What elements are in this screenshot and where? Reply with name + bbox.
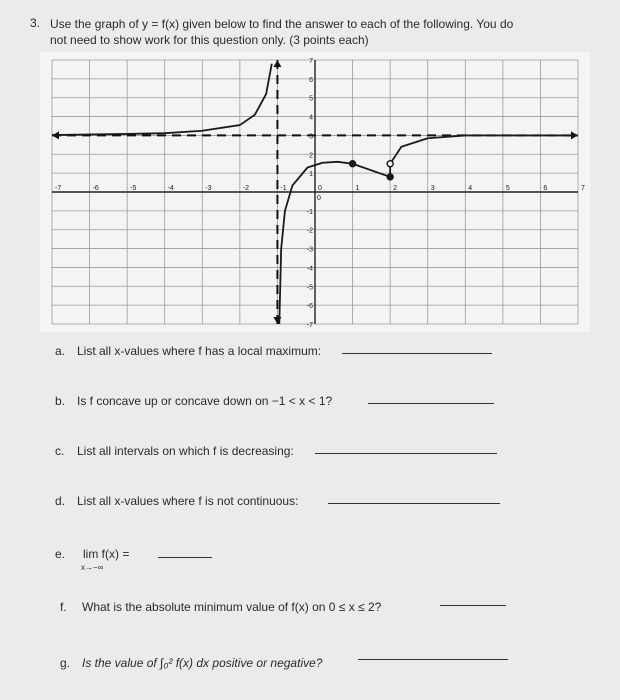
closed-point [387, 174, 393, 180]
part-a [55, 344, 321, 358]
part-b [55, 394, 332, 408]
x-tick-label: 6 [543, 185, 548, 192]
part-a-answer-blank[interactable] [342, 353, 492, 354]
y-tick-label: 7 [309, 58, 313, 65]
x-tick-label: -6 [92, 185, 99, 192]
y-tick-label: -3 [306, 246, 313, 254]
part-c-text: List all intervals on which f is decreasing: [77, 444, 294, 458]
part-c-label: c. [55, 444, 65, 458]
x-tick-label: -7 [55, 185, 62, 192]
instructions-line-2: not need to show work for this question only. (3 points each) [50, 33, 369, 47]
y-tick-label: -1 [306, 208, 313, 216]
x-tick-label: 1 [355, 185, 360, 192]
part-a-label: a. [55, 344, 66, 358]
y-tick-label: -5 [306, 284, 313, 292]
part-b-text: Is f concave up or concave down on −1 < x < 1? [77, 394, 333, 408]
part-c-answer-blank[interactable] [315, 453, 497, 454]
y-tick-label: 3 [309, 133, 313, 141]
open-point [387, 161, 393, 167]
question-number: 3. [30, 16, 41, 30]
part-c [55, 444, 294, 458]
x-tick-label: 2 [393, 185, 398, 192]
x-tick-label: 4 [468, 185, 473, 192]
part-e-text: lim f(x) = [83, 547, 130, 561]
part-g-label: g. [60, 656, 71, 670]
part-e-limit-subscript: x→−∞ [81, 563, 104, 572]
part-g-text: Is the value of ∫₀² f(x) dx positive or negative? [82, 656, 323, 670]
y-tick-label: 1 [309, 171, 313, 179]
x-tick-label: -5 [130, 185, 137, 192]
question-instructions [50, 16, 570, 48]
part-b-answer-blank[interactable] [368, 403, 494, 404]
part-g [60, 656, 322, 670]
part-e-label: e. [55, 547, 66, 561]
closed-point [350, 161, 356, 167]
y-tick-label: -7 [306, 322, 313, 329]
y-tick-label: 5 [309, 95, 313, 103]
part-e [55, 547, 130, 572]
part-f [60, 600, 381, 614]
part-d-label: d. [55, 494, 66, 508]
part-d [55, 494, 298, 508]
instructions-line-1: Use the graph of y = f(x) given below to find the answer to each of the following. You do [50, 17, 514, 31]
x-tick-label: -3 [205, 185, 212, 192]
part-e-answer-blank[interactable] [158, 557, 212, 558]
part-d-answer-blank[interactable] [328, 503, 500, 504]
part-f-label: f. [60, 600, 67, 614]
x-tick-label: 3 [430, 185, 435, 192]
x-tick-label: -2 [242, 185, 250, 192]
function-graph [40, 52, 590, 332]
x-tick-label: -1 [280, 185, 287, 192]
part-a-text: List all x-values where f has a local maximum: [77, 344, 322, 358]
part-f-answer-blank[interactable] [440, 605, 506, 606]
y-tick-label: 2 [309, 152, 313, 160]
x-tick-label: 5 [505, 185, 510, 192]
y-tick-label: 4 [309, 114, 313, 122]
y-tick-label: 6 [309, 76, 313, 84]
part-g-answer-blank[interactable] [358, 659, 508, 660]
part-b-label: b. [55, 394, 66, 408]
y-tick-label: -4 [306, 265, 313, 273]
y-tick-label: -2 [306, 227, 313, 235]
part-f-text: What is the absolute minimum value of f(x) on 0 ≤ x ≤ 2? [82, 600, 382, 614]
x-tick-label: 7 [581, 185, 585, 192]
y-tick-label: -6 [306, 303, 313, 311]
part-d-text: List all x-values where f is not continuous: [77, 494, 299, 508]
x-tick-label: 0 [318, 185, 322, 192]
x-tick-label: -4 [167, 185, 174, 192]
origin-tick-label: 0 [317, 195, 321, 202]
